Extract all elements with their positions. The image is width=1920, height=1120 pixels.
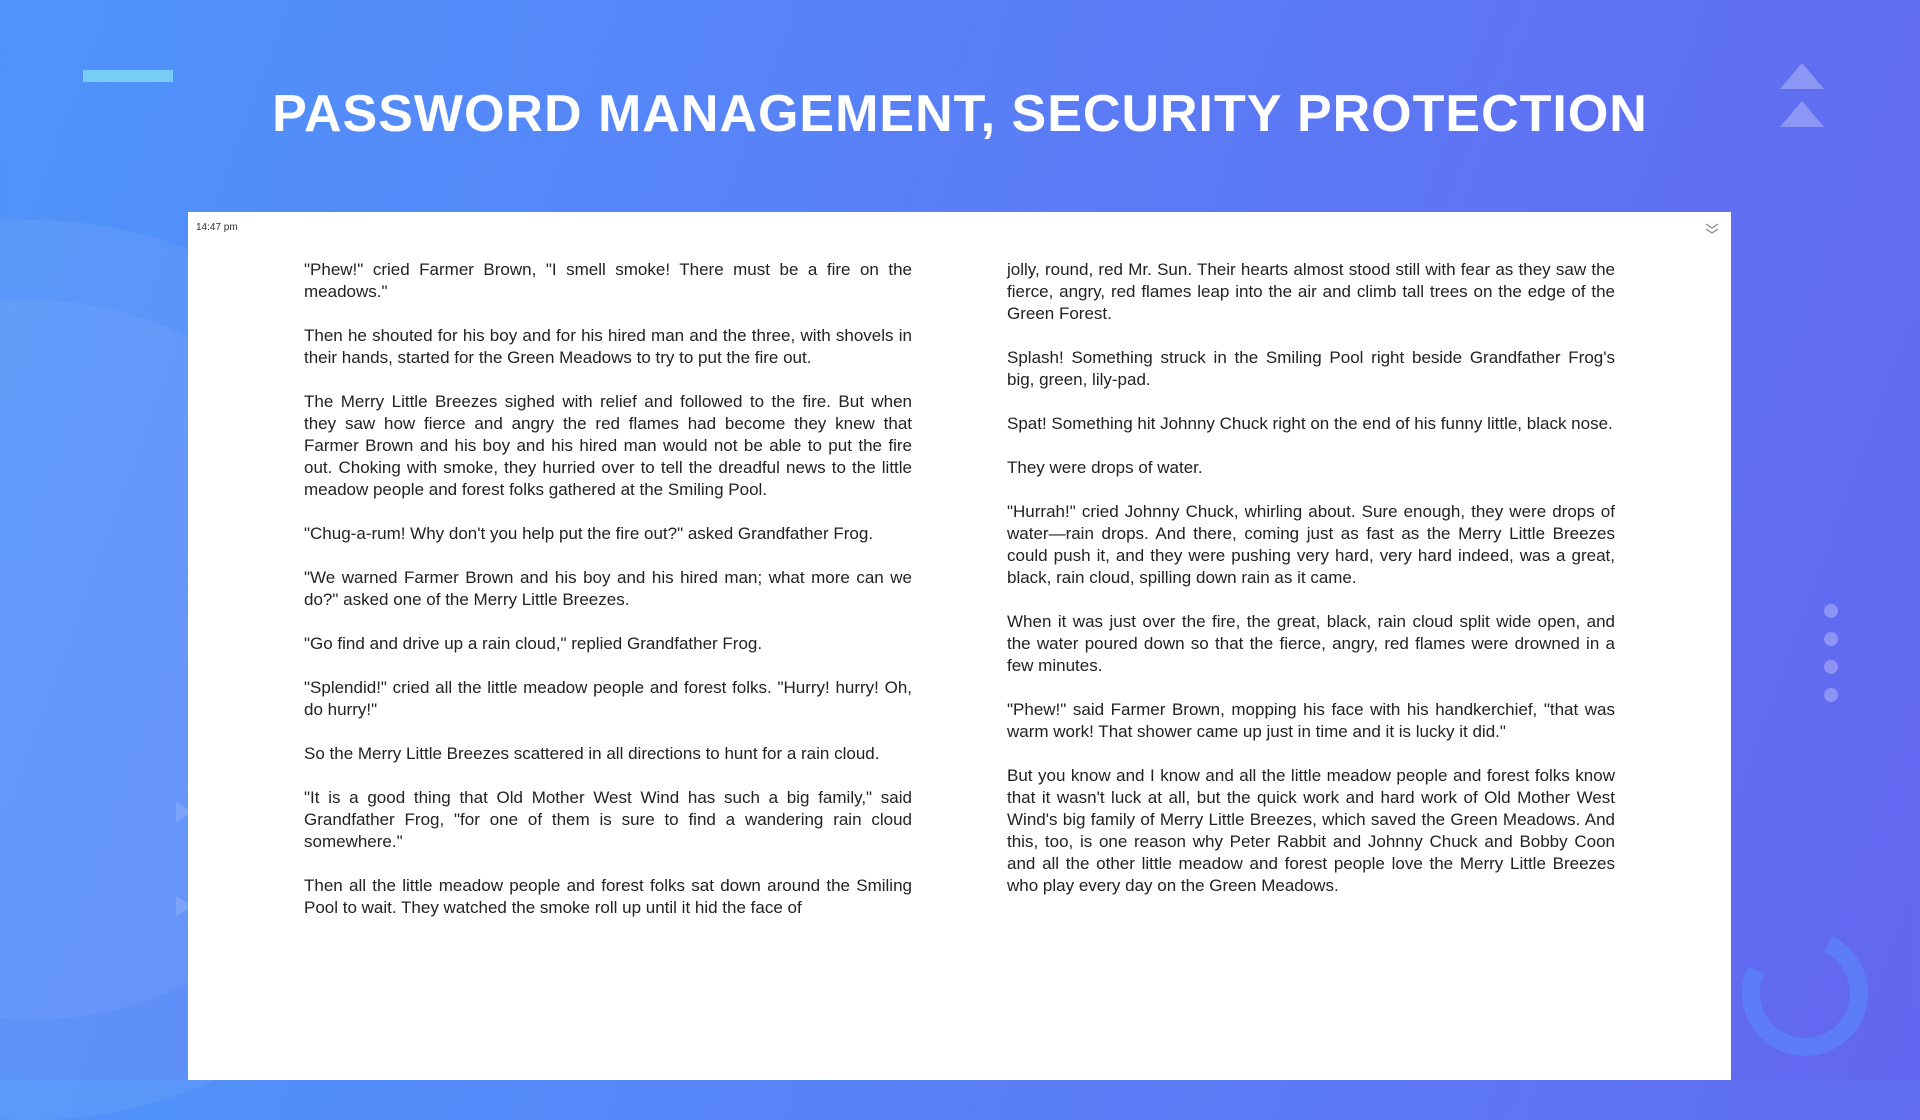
- slide-title: PASSWORD MANAGEMENT, SECURITY PROTECTION: [272, 85, 1648, 143]
- paragraph: "Chug-a-rum! Why don't you help put the fire out?" asked Grandfather Frog.: [304, 524, 874, 543]
- paragraph: So the Merry Little Breezes scattered in all directions to hunt for a rain cloud.: [304, 744, 880, 763]
- paragraph: Then he shouted for his boy and for his hired man and the three, with shovels in their hands, started for the Green Meadows to try to put the fire out.: [304, 326, 912, 367]
- paragraph: jolly, round, red Mr. Sun. Their hearts almost stood still with fear as they saw the fierce, angry, red flames leap into the air and climb tall trees on the edge of the Green Forest.: [1007, 260, 1615, 323]
- paragraph: "Go find and drive up a rain cloud," replied Grandfather Frog.: [304, 634, 763, 653]
- paragraph: "Phew!" cried Farmer Brown, "I smell smoke! There must be a fire on the meadows.": [304, 260, 912, 301]
- paragraph: "We warned Farmer Brown and his boy and his hired man; what more can we do?" asked one of the Merry Little Breezes.: [304, 568, 912, 609]
- paragraph: Splash! Something struck in the Smiling Pool right beside Grandfather Frog's big, green, lily-pad.: [1007, 348, 1615, 389]
- reader-time: 14:47 pm: [196, 222, 238, 233]
- paragraph: They were drops of water.: [1007, 458, 1203, 477]
- text-column-right: [1007, 259, 1615, 919]
- paragraph: Spat! Something hit Johnny Chuck right on the end of his funny little, black nose.: [1007, 414, 1613, 433]
- paragraph: When it was just over the fire, the great, black, rain cloud split wide open, and the water poured down so that the fierce, angry, red flames were drowned in a few minutes.: [1007, 612, 1615, 675]
- paragraph: But you know and I know and all the little meadow people and forest folks know that it wasn't luck at all, but the quick work and hard work of Old Mother West Wind's big family of Merry Little Breezes, which saved the Green Meadows. And this, too, is one reason why Peter Rabbit and Johnny Chuck and Bobby Coon and all the other little meadow and forest people love the Merry Little Breezes who play every day on the Green Meadows.: [1007, 766, 1615, 895]
- paragraph: The Merry Little Breezes sighed with relief and followed to the fire. But when they saw how fierce and angry the red flames had become they knew that Farmer Brown and his boy and his hired man would not be able to put the fire out. Choking with smoke, they hurried over to tell the dreadful news to the little meadow people and forest folks gathered at the Smiling Pool.: [304, 392, 912, 499]
- dots-decoration: [1824, 604, 1838, 716]
- paragraph: Then all the little meadow people and forest folks sat down around the Smiling Pool to wait. They watched the smoke roll up until it hid the face of: [304, 876, 912, 917]
- text-column-left: [304, 259, 912, 941]
- paragraph: "Splendid!" cried all the little meadow people and forest folks. "Hurry! hurry! Oh, do hurry!": [304, 678, 912, 719]
- paragraph: "Phew!" said Farmer Brown, mopping his face with his handkerchief, "that was warm work! That shower came up just in time and it is lucky it did.": [1007, 700, 1615, 741]
- double-chevron-down-icon[interactable]: [1703, 220, 1721, 238]
- paragraph: "Hurrah!" cried Johnny Chuck, whirling about. Sure enough, they were drops of water—rain drops. And there, coming just as fast as the Merry Little Breezes could push it, and they were pushing very hard, very hard indeed, was a great, black, rain cloud, spilling down rain as it came.: [1007, 502, 1615, 587]
- arc-decoration: [1724, 912, 1885, 1073]
- reader-panel: [188, 212, 1731, 1080]
- accent-bar-decoration: [83, 70, 173, 82]
- paragraph: "It is a good thing that Old Mother West Wind has such a big family," said Grandfather Frog, "for one of them is sure to find a wandering rain cloud somewhere.": [304, 788, 912, 851]
